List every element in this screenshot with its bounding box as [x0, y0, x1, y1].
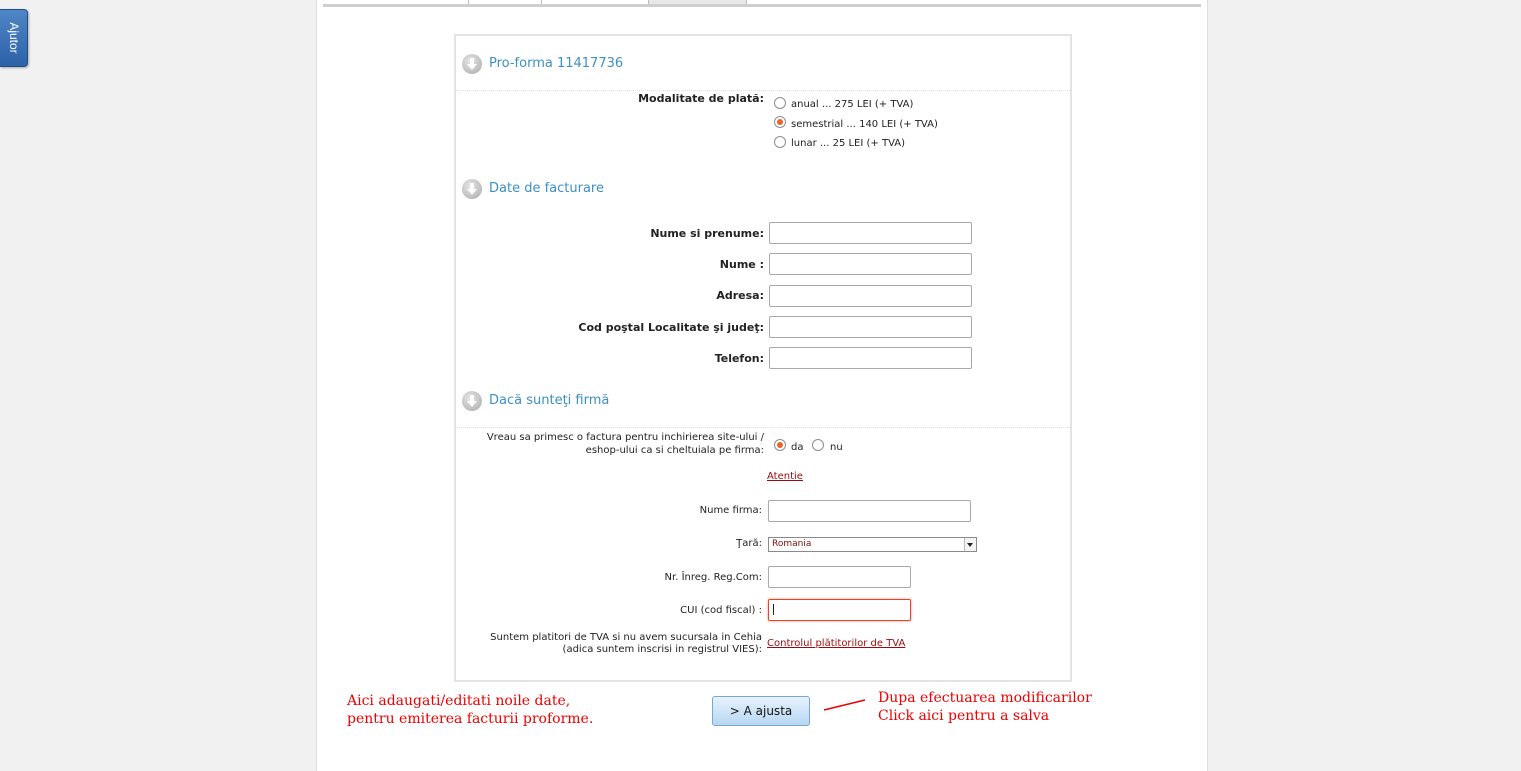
tab[interactable]: [542, 0, 649, 4]
company-name-input[interactable]: [768, 500, 971, 522]
vat-check-link[interactable]: Controlul plătitorilor de TVA: [767, 638, 906, 649]
radio-semester[interactable]: [774, 116, 786, 128]
annotation-left-line1: Aici adaugati/editati noile date,: [347, 693, 571, 709]
fiscal-code-label: CUI (cod fiscal) :: [680, 605, 762, 616]
annotation-left-line2: pentru emiterea facturii proforme.: [347, 711, 594, 727]
tab[interactable]: [469, 0, 542, 4]
tab-bar: [323, 0, 1201, 7]
annotation-right-line1: Dupa efectuarea modificarilor: [878, 690, 1092, 706]
collapse-arrow-icon: [462, 179, 482, 199]
fiscal-code-input[interactable]: [768, 599, 911, 621]
annotation-left: [347, 692, 593, 728]
radio-annual[interactable]: [774, 97, 786, 109]
annotation-right: [878, 689, 1092, 725]
attention-link[interactable]: Atentie: [767, 471, 803, 482]
radio-invoice-yes-label: da: [791, 442, 804, 453]
proforma-form-panel: [454, 34, 1072, 682]
company-name-label: Nume firma:: [699, 505, 762, 516]
country-label: Ţară:: [736, 538, 762, 549]
radio-invoice-no-label: nu: [830, 442, 843, 453]
payment-method-label: Modalitate de plată:: [638, 92, 764, 105]
postal-city-county-label: Cod poştal Localitate şi judeţ:: [578, 321, 764, 334]
help-side-tab[interactable]: [0, 9, 28, 67]
section-title: Pro-forma 11417736: [489, 56, 624, 71]
trade-register-input[interactable]: [768, 566, 911, 588]
radio-monthly[interactable]: [774, 136, 786, 148]
radio-invoice-no[interactable]: [812, 439, 824, 451]
radio-annual-label: anual ... 275 LEI (+ TVA): [791, 99, 914, 110]
adjust-submit-button[interactable]: > A ajusta: [712, 696, 810, 726]
annotation-arrow-line: [823, 698, 867, 712]
address-label: Adresa:: [716, 289, 764, 302]
country-select[interactable]: [768, 537, 977, 552]
section-title: Date de facturare: [489, 181, 604, 196]
chevron-down-icon: [964, 538, 976, 551]
full-name-label: Nume si prenume:: [650, 227, 764, 240]
trade-register-label: Nr. Înreg. Reg.Com:: [664, 572, 762, 583]
name-input[interactable]: [769, 253, 972, 275]
text-cursor: [773, 604, 774, 615]
annotation-right-line2: Click aici pentru a salva: [878, 708, 1050, 724]
divider: [456, 427, 1070, 428]
country-select-value: Romania: [772, 539, 812, 549]
phone-input[interactable]: [769, 347, 972, 369]
divider: [456, 90, 1070, 91]
main-content: [316, 0, 1208, 771]
radio-monthly-label: lunar ... 25 LEI (+ TVA): [791, 138, 906, 149]
invoice-question-line1: Vreau sa primesc o factura pentru inchirierea site-ului /: [486, 432, 764, 443]
radio-semester-label: semestrial ... 140 LEI (+ TVA): [791, 119, 938, 130]
tab[interactable]: [323, 0, 469, 4]
section-title: Dacă sunteţi firmă: [489, 393, 610, 408]
help-tab-label: Ajutor: [6, 22, 21, 54]
vat-payer-line2: (adica suntem inscrisi in registrul VIES):: [562, 644, 762, 655]
collapse-arrow-icon: [462, 391, 482, 411]
address-input[interactable]: [769, 285, 972, 307]
full-name-input[interactable]: [769, 222, 972, 244]
name-label: Nume :: [719, 258, 764, 271]
tab-active[interactable]: [649, 0, 747, 4]
radio-invoice-yes[interactable]: [774, 439, 786, 451]
invoice-question-line2: eshop-ului ca si cheltuiala pe firma:: [585, 445, 764, 456]
vat-payer-line1: Suntem platitori de TVA si nu avem sucursala in Cehia: [490, 632, 762, 643]
phone-label: Telefon:: [714, 352, 764, 365]
collapse-arrow-icon: [462, 54, 482, 74]
postal-city-county-input[interactable]: [769, 316, 972, 338]
